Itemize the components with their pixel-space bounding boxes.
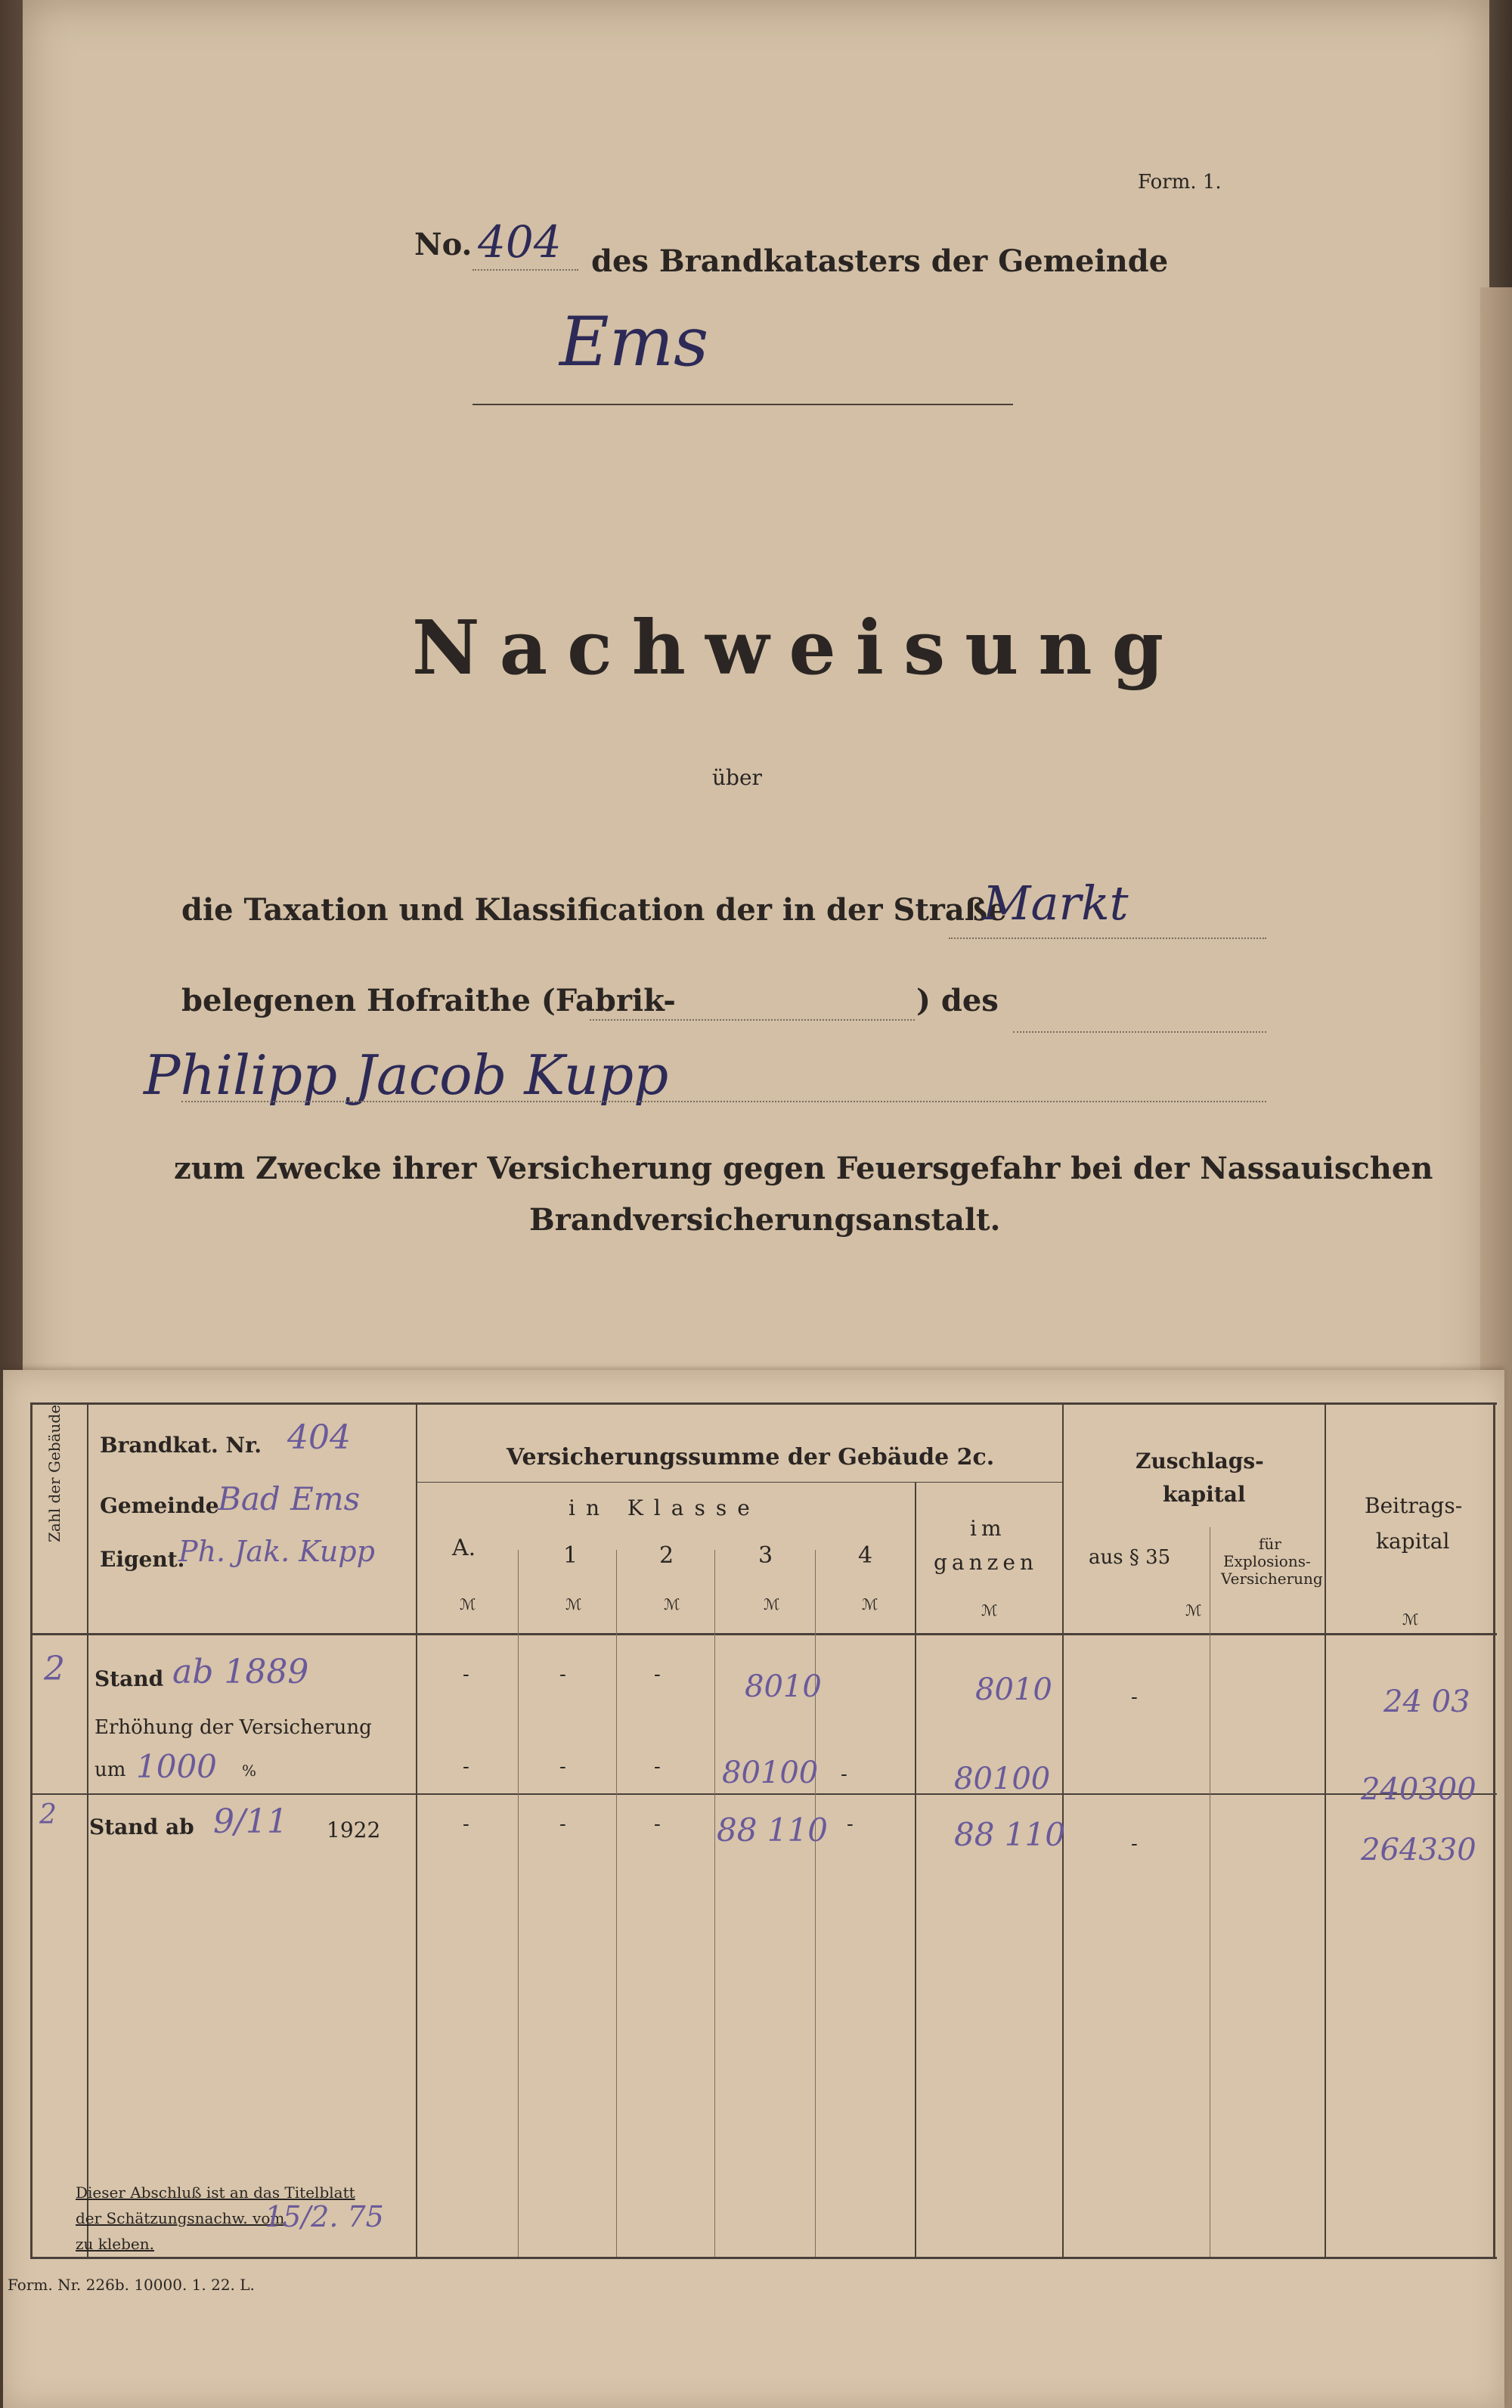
row1b-dash-2: - [654, 1756, 661, 1778]
table-right-border [1493, 1402, 1495, 2257]
unit-4: ℳ [862, 1595, 878, 1613]
body-line-4: Brandversicherungsanstalt. [529, 1202, 1001, 1238]
row2-dash-2: - [654, 1813, 661, 1836]
table-bottom-border [30, 2257, 1497, 2259]
kataster-number: 404 [478, 216, 562, 268]
row2-dash-z: - [1131, 1833, 1138, 1855]
row1-v2-k3: 80100 [722, 1756, 819, 1790]
unit-1: ℳ [565, 1595, 582, 1613]
class-a: A. [452, 1535, 476, 1561]
row2-stand-date: 9/11 [213, 1802, 288, 1841]
body-line-2b: ) des [916, 983, 999, 1018]
footnote-line-3: zu kleben. [76, 2235, 155, 2253]
col-divider-1 [616, 1550, 617, 2257]
unit-ganzen: ℳ [981, 1601, 998, 1619]
col-divider-count [87, 1402, 88, 2257]
owner-handwritten: Philipp Jacob Kupp [144, 1043, 669, 1107]
row1-ganz: 8010 [975, 1672, 1052, 1707]
form-footer: Form. Nr. 226b. 10000. 1. 22. L. [8, 2276, 255, 2294]
row1-v2-ganz: 80100 [954, 1762, 1051, 1796]
gemeinde-label: Gemeinde [100, 1493, 219, 1518]
row1-erhoehung: Erhöhung der Versicherung [94, 1716, 372, 1739]
body-line-3: zum Zwecke ihrer Versicherung gegen Feuersgefahr bei der Nassauischen [174, 1151, 1433, 1186]
table-top-border [30, 1402, 1497, 1405]
row1-beitrag: 24 03 [1383, 1684, 1470, 1719]
eigent-label: Eigent. [100, 1547, 185, 1572]
ueber-label: über [712, 765, 762, 790]
attached-slip [3, 1370, 1504, 2408]
document-title: Nachweisung [412, 605, 1184, 692]
unit-beitrag: ℳ [1402, 1610, 1419, 1629]
class-3: 3 [758, 1542, 773, 1569]
unit-a: ℳ [460, 1595, 476, 1613]
unit-3: ℳ [764, 1595, 780, 1613]
body-line-2a: belegenen Hofraithe (Fabrik- [181, 983, 676, 1018]
col-divider-ganzen [915, 1482, 916, 2257]
col-divider-a [518, 1550, 519, 2257]
in-klasse-label: in Klasse [569, 1495, 761, 1520]
row2-beitrag: 264330 [1361, 1833, 1476, 1867]
row1b-dash-a: - [463, 1756, 469, 1778]
footnote-line-1: Dieser Abschluß ist an das Titelblatt [76, 2183, 355, 2202]
number-underline [472, 269, 578, 271]
row1-count: 2 [44, 1650, 65, 1688]
col-divider-beitrag [1325, 1402, 1326, 2257]
side-label: Zahl der Gebäude [45, 1404, 64, 1542]
row2-dash-1: - [559, 1813, 566, 1836]
row1-k3: 8010 [745, 1669, 822, 1704]
row2-stand-year: 1922 [327, 1818, 381, 1842]
des-line [1013, 1031, 1266, 1033]
header-bottom-line [30, 1633, 1497, 1635]
gemeinde-handwritten: Ems [559, 302, 709, 382]
explosion-3: Versicherung [1221, 1570, 1323, 1588]
body-line-1: die Taxation und Klassification der in der Straße [181, 892, 1007, 928]
strasse-line [949, 937, 1266, 939]
unit-zuschlag: ℳ [1185, 1601, 1202, 1619]
footnote-line-2: der Schätzungsnachw. vom [76, 2209, 285, 2227]
strasse-handwritten: Markt [983, 875, 1129, 931]
row1-um-value: 1000 [136, 1748, 217, 1785]
brandkat-value: 404 [287, 1418, 351, 1457]
footnote-date: 15/2. 75 [265, 2200, 384, 2233]
class-1: 1 [563, 1542, 578, 1569]
row1b-dash-1: - [559, 1756, 566, 1778]
im-ganzen-1: im [970, 1516, 1006, 1541]
class-2: 2 [659, 1542, 674, 1569]
row1-dash-1: - [559, 1663, 566, 1686]
gemeinde-value: Bad Ems [218, 1480, 361, 1517]
versicherung-header: Versicherungssumme der Gebäude 2c. [507, 1444, 995, 1471]
no-prefix: No. [414, 227, 472, 262]
row2-ganz: 88 110 [954, 1816, 1065, 1853]
row2-count: 2 [39, 1799, 57, 1830]
table-left-border [30, 1402, 33, 2257]
fabrik-line [590, 1019, 915, 1021]
row2-dash-a: - [463, 1813, 469, 1836]
row1-v2-beitrag: 240300 [1361, 1772, 1476, 1807]
row-separator [30, 1793, 1497, 1795]
zuschlag-1: Zuschlags- [1136, 1449, 1264, 1474]
explosion-2: Explosions- [1223, 1552, 1311, 1570]
catastral-text: des Brandkatasters der Gemeinde [591, 243, 1169, 279]
owner-line [181, 1101, 1266, 1102]
row1-stand-label: Stand [94, 1666, 164, 1691]
gemeinde-underline [472, 404, 1013, 405]
row1-dash-a: - [463, 1663, 469, 1686]
beitrag-2: kapital [1376, 1529, 1450, 1554]
row1b-dash-4: - [841, 1763, 847, 1786]
row1-dash-2: - [654, 1663, 661, 1686]
row1-stand-year: ab 1889 [172, 1653, 309, 1691]
versicherung-subline [416, 1482, 1062, 1483]
explosion-1: für [1259, 1535, 1281, 1553]
row2-dash-4: - [847, 1813, 854, 1836]
row2-k3: 88 110 [717, 1811, 828, 1849]
im-ganzen-2: ganzen [934, 1550, 1039, 1575]
col-divider-2 [714, 1550, 715, 2257]
aus35-label: aus § 35 [1089, 1546, 1171, 1569]
row1-dash-z: - [1131, 1686, 1138, 1709]
class-4: 4 [858, 1542, 873, 1569]
beitrag-1: Beitrags- [1365, 1493, 1463, 1518]
col-divider-label [416, 1402, 417, 2257]
zuschlag-2: kapital [1163, 1482, 1246, 1507]
form-label: Form. 1. [1138, 171, 1222, 194]
row1-pct: % [242, 1762, 257, 1780]
eigent-value: Ph. Jak. Kupp [178, 1535, 375, 1568]
brandkat-label: Brandkat. Nr. [100, 1433, 262, 1458]
unit-2: ℳ [664, 1595, 680, 1613]
row1-um-label: um [94, 1759, 126, 1781]
col-divider-3 [815, 1550, 816, 2257]
row2-stand-label: Stand ab [89, 1815, 194, 1839]
